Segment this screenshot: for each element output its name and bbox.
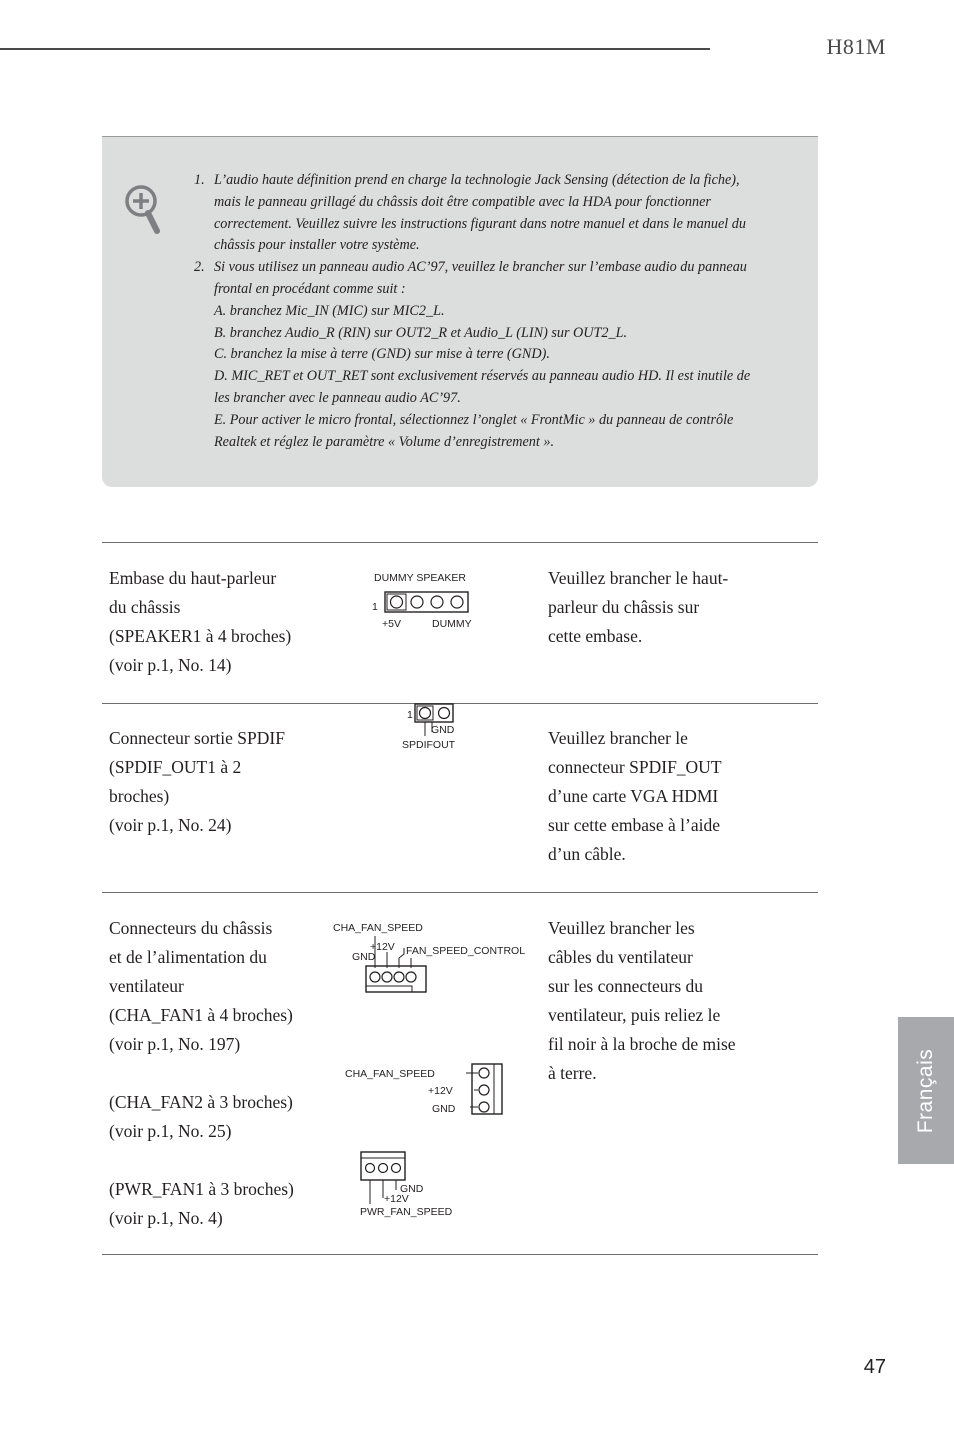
pwr-fan-speed-label: PWR_FAN_SPEED — [360, 1206, 453, 1218]
pwr-fan1-diagram — [358, 1148, 468, 1220]
speaker-top-label: DUMMY SPEAKER — [374, 572, 466, 584]
table-rule — [102, 1254, 818, 1255]
pin1-label: 1 — [407, 709, 413, 721]
desc-line: (CHA_FAN2 à 3 broches) — [109, 1092, 293, 1112]
desc-spacer — [109, 1059, 339, 1088]
note-list — [190, 170, 760, 453]
note-item-text: Si vous utilisez un panneau audio AC’97, veuillez le brancher sur l’embase audio du panneau frontal en procédant comme suit : — [214, 259, 747, 297]
gnd-label: GND — [400, 1183, 424, 1195]
desc-line: (voir p.1, No. 25) — [109, 1121, 232, 1141]
gnd-label: GND — [352, 951, 376, 963]
note-item-number: 1. — [194, 172, 205, 188]
instr-line: Veuillez brancher le haut- — [548, 568, 729, 588]
page-number: 47 — [863, 1356, 886, 1378]
desc-line: (SPEAKER1 à 4 broches) — [109, 626, 292, 646]
model-name: H81M — [826, 34, 886, 59]
cha-fan-speed-label: CHA_FAN_SPEED — [333, 922, 423, 934]
instr-line: parleur du châssis sur — [548, 597, 700, 617]
note-sub-item: B. branchez Audio_R (RIN) sur OUT2_R et Audio_L (LIN) sur OUT2_L. — [214, 324, 628, 341]
note-item-number: 2. — [194, 259, 205, 276]
plus5v-label: +5V — [382, 618, 401, 630]
dummy-label: DUMMY — [432, 618, 472, 630]
instr-line: ventilateur, puis reliez le — [548, 1005, 721, 1025]
table-rule — [102, 542, 818, 543]
instr-line: cette embase. — [548, 626, 643, 646]
desc-line: (PWR_FAN1 à 3 broches) — [109, 1179, 294, 1199]
speaker-instruction — [548, 564, 763, 651]
note-item-text: L’audio haute définition prend en charge la technologie Jack Sensing (détection de la fiche), mais le panneau grillagé du châssis doit être compatible avec la HDA pour fonctionner correctement. Veuillez suivre les instructions figurant dans notre manuel et dans le manuel du châssis pour installer votre système. — [214, 172, 746, 254]
plus12v-label: +12V — [370, 941, 395, 953]
spdif-instruction — [548, 724, 763, 869]
desc-line: Connecteur sortie SPDIF — [109, 728, 285, 748]
language-tab — [898, 1017, 954, 1164]
desc-line: du châssis — [109, 597, 181, 617]
instr-line: Veuillez brancher les — [548, 918, 695, 938]
note-sub-item: C. branchez la mise à terre (GND) sur mise à terre (GND). — [214, 346, 550, 363]
instr-line: fil noir à la broche de mise — [548, 1034, 736, 1054]
desc-line: (voir p.1, No. 4) — [109, 1208, 223, 1228]
instr-line: Veuillez brancher le — [548, 728, 688, 748]
note-sub-item: E. Pour activer le micro frontal, sélectionnez l’onglet « FrontMic » du panneau de contrôle Realtek et réglez le paramètre « Volume d’enregistrement ». — [214, 411, 734, 450]
desc-line: (voir p.1, No. 14) — [109, 655, 232, 675]
instr-line: sur cette embase à l’aide — [548, 815, 720, 835]
magnifier-plus-icon — [124, 184, 164, 236]
spdif-description — [109, 724, 334, 840]
note-sub-item: D. MIC_RET et OUT_RET sont exclusivement réservés au panneau audio HD. Il est inutile de les brancher avec le panneau audio AC’97. — [214, 368, 751, 406]
header-rule — [0, 48, 710, 50]
instr-line: à terre. — [548, 1063, 597, 1083]
fan-instruction — [548, 914, 768, 1088]
desc-spacer — [109, 1146, 339, 1175]
desc-line: ventilateur — [109, 976, 184, 996]
language-tab-label: Français — [914, 1048, 937, 1133]
desc-line: (voir p.1, No. 197) — [109, 1034, 241, 1054]
cha-fan2-diagram — [342, 1060, 508, 1118]
gnd-label: GND — [431, 724, 455, 736]
fan-description — [109, 914, 339, 1233]
instr-line: sur les connecteurs du — [548, 976, 704, 996]
desc-line: Connecteurs du châssis — [109, 918, 273, 938]
plus12v-label: +12V — [384, 1193, 409, 1205]
instr-line: d’une carte VGA HDMI — [548, 786, 719, 806]
cha-fan1-diagram — [332, 918, 532, 998]
instr-line: d’un câble. — [548, 844, 626, 864]
table-rule — [102, 892, 818, 893]
instr-line: câbles du ventilateur — [548, 947, 693, 967]
desc-line: Embase du haut-parleur — [109, 568, 277, 588]
desc-line: (CHA_FAN1 à 4 broches) — [109, 1005, 293, 1025]
spdif-header-diagram — [400, 700, 470, 752]
cha-fan-speed-label: CHA_FAN_SPEED — [345, 1068, 435, 1080]
spdifout-label: SPDIFOUT — [402, 739, 456, 751]
desc-line: et de l’alimentation du — [109, 947, 267, 967]
desc-line: (SPDIF_OUT1 à 2 — [109, 757, 242, 777]
fan-speed-control-label: FAN_SPEED_CONTROL — [406, 945, 526, 957]
pin1-label: 1 — [372, 601, 378, 613]
desc-line: (voir p.1, No. 24) — [109, 815, 232, 835]
speaker-description — [109, 564, 334, 680]
gnd-label: GND — [432, 1103, 456, 1115]
note-item-1 — [190, 170, 760, 257]
speaker-header-diagram — [366, 568, 496, 634]
instr-line: connecteur SPDIF_OUT — [548, 757, 722, 777]
note-item-2 — [190, 257, 760, 453]
note-sub-item: A. branchez Mic_IN (MIC) sur MIC2_L. — [214, 302, 445, 319]
desc-line: broches) — [109, 786, 170, 806]
plus12v-label: +12V — [428, 1085, 453, 1097]
